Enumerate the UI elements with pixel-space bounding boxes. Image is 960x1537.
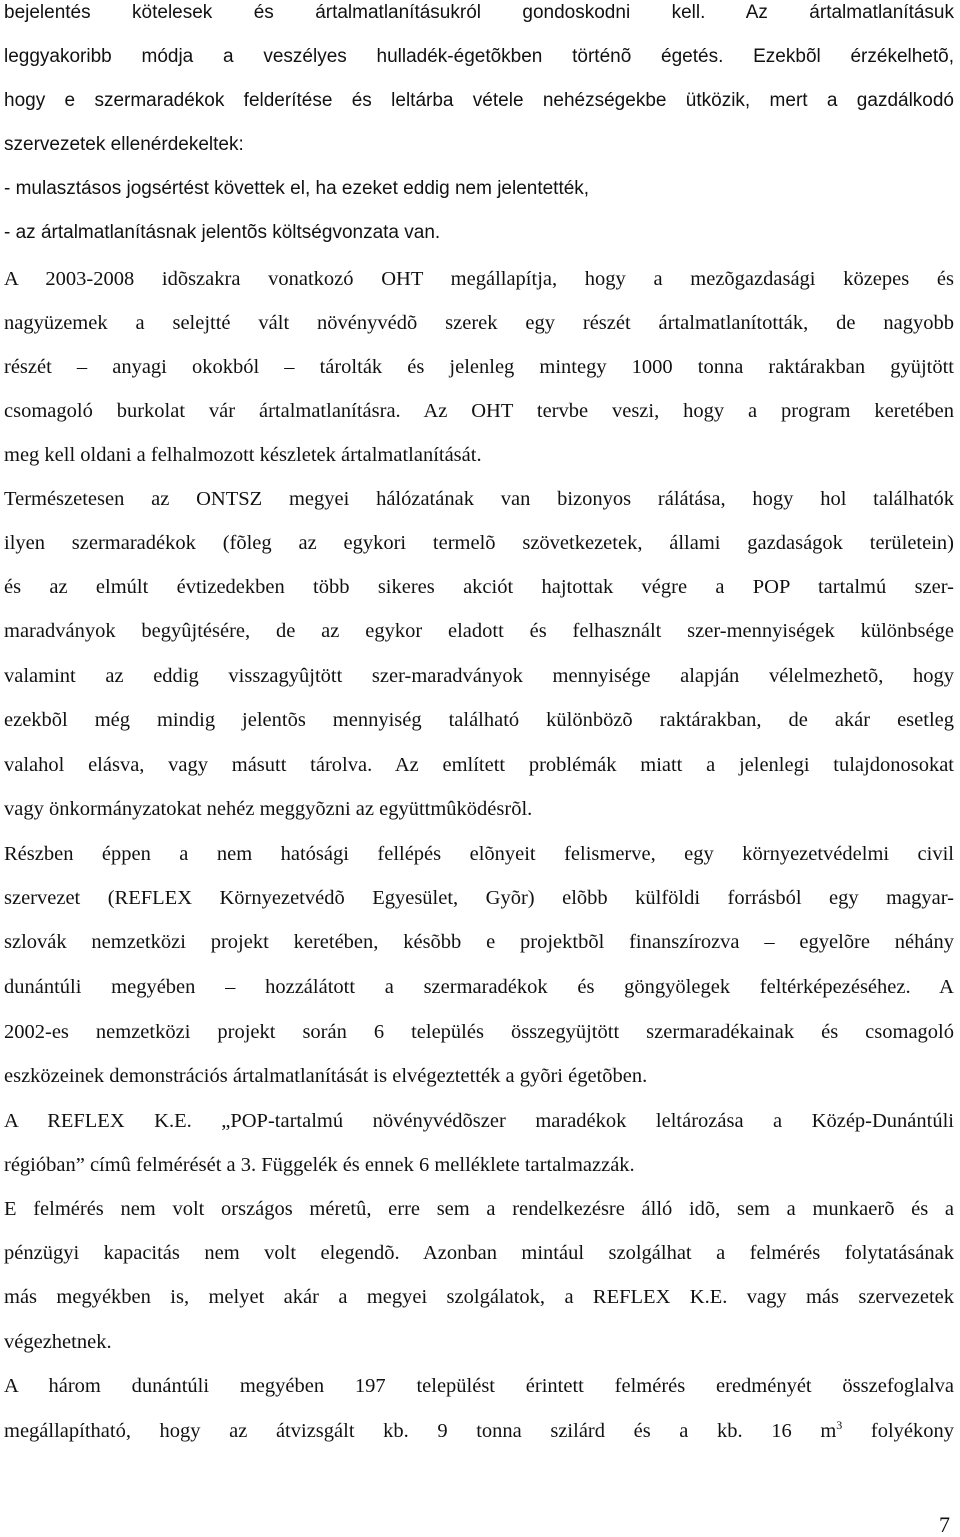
text-line: nagyüzemek a selejtté vált növényvédõ szerek egy részét ártalmatlanították, de nagyobb	[4, 312, 954, 334]
text-line: valamint az eddig visszagyûjtött szer-maradványok mennyisége alapján vélelmezhetõ, hogy	[4, 665, 954, 687]
text-line: és az elmúlt évtizedekben több sikeres akciót hajtottak végre a POP tartalmú szer-	[4, 576, 954, 598]
text-line: A három dunántúli megyében 197 települést érintett felmérés eredményét összefoglalva	[4, 1375, 954, 1397]
text-segment: folyékony	[842, 1420, 954, 1442]
text-line: A 2003-2008 idõszakra vonatkozó OHT megállapítja, hogy a mezõgazdasági közepes és	[4, 268, 954, 290]
text-line: részét – anyagi okokból – tárolták és jelenleg mintegy 1000 tonna raktárakban gyüjtött	[4, 356, 954, 378]
text-line: E felmérés nem volt országos méretû, erre sem a rendelkezésre álló idõ, sem a munkaerõ és a	[4, 1198, 954, 1220]
text-line: bejelentés kötelesek és ártalmatlanításukról gondoskodni kell. Az ártalmatlanításuk	[4, 2, 954, 23]
text-line: pénzügyi kapacitás nem volt elegendõ. Azonban mintául szolgálhat a felmérés folytatásának	[4, 1242, 954, 1264]
text-line: leggyakoribb módja a veszélyes hulladék-égetõkben történõ égetés. Ezekbõl érzékelhetõ,	[4, 46, 954, 67]
text-line: Részben éppen a nem hatósági fellépés elõnyeit felismerve, egy környezetvédelmi civil	[4, 843, 954, 865]
text-line: ilyen szermaradékok (fõleg az egykori termelõ szövetkezetek, állami gazdaságok területein)	[4, 532, 954, 554]
text-line: csomagoló burkolat vár ártalmatlanításra. Az OHT tervbe veszi, hogy a program keretében	[4, 400, 954, 422]
text-line: más megyékben is, melyet akár a megyei szolgálatok, a REFLEX K.E. vagy más szervezetek	[4, 1286, 954, 1308]
text-line: meg kell oldani a felhalmozott készletek ártalmatlanítását.	[4, 444, 482, 466]
text-line: dunántúli megyében – hozzálátott a szermaradékok és göngyölegek feltérképezéséhez. A	[4, 976, 954, 998]
text-line: maradványok begyûjtésére, de az egykor eladott és felhasznált szer-mennyiségek különbsége	[4, 620, 954, 642]
text-line-with-superscript	[4, 1420, 954, 1442]
text-line: régióban” címû felmérését a 3. Függelék és ennek 6 melléklete tartalmazzák.	[4, 1154, 635, 1176]
text-line: végezhetnek.	[4, 1331, 112, 1353]
text-line: hogy e szermaradékok felderítése és leltárba vétele nehézségekbe ütközik, mert a gazdálkodó	[4, 90, 954, 111]
text-line: eszközeinek demonstrációs ártalmatlanítását is elvégeztették a gyõri égetõben.	[4, 1065, 648, 1087]
page-number: 7	[939, 1512, 950, 1537]
text-line: - mulasztásos jogsértést követtek el, ha ezeket eddig nem jelentették,	[4, 178, 590, 199]
text-line: Természetesen az ONTSZ megyei hálózatának van bizonyos rálátása, hogy hol találhatók	[4, 488, 954, 510]
text-line: szervezet (REFLEX Környezetvédõ Egyesület, Gyõr) elõbb külföldi forrásból egy magyar-	[4, 887, 954, 909]
text-line: szlovák nemzetközi projekt keretében, késõbb e projektbõl finanszírozva – egyelõre néhány	[4, 931, 954, 953]
text-segment: megállapítható, hogy az átvizsgált kb. 9 tonna szilárd és a kb. 16 m	[4, 1420, 837, 1442]
text-line: 2002-es nemzetközi projekt során 6 település összegyüjtött szermaradékainak és csomagoló	[4, 1021, 954, 1043]
text-line: vagy önkormányzatokat nehéz meggyõzni az együttmûködésrõl.	[4, 798, 533, 820]
text-line: szervezetek ellenérdekeltek:	[4, 134, 244, 155]
text-line: A REFLEX K.E. „POP-tartalmú növényvédõszer maradékok leltározása a Közép-Dunántúli	[4, 1110, 954, 1132]
superscript: 3	[836, 1418, 843, 1433]
text-line: ezekbõl még mindig jelentõs mennyiség található különbözõ raktárakban, de akár esetleg	[4, 709, 954, 731]
text-line: valahol elásva, vagy másutt tárolva. Az említett problémák miatt a jelenlegi tulajdonosokat	[4, 754, 954, 776]
text-line: - az ártalmatlanításnak jelentõs költségvonzata van.	[4, 222, 441, 243]
